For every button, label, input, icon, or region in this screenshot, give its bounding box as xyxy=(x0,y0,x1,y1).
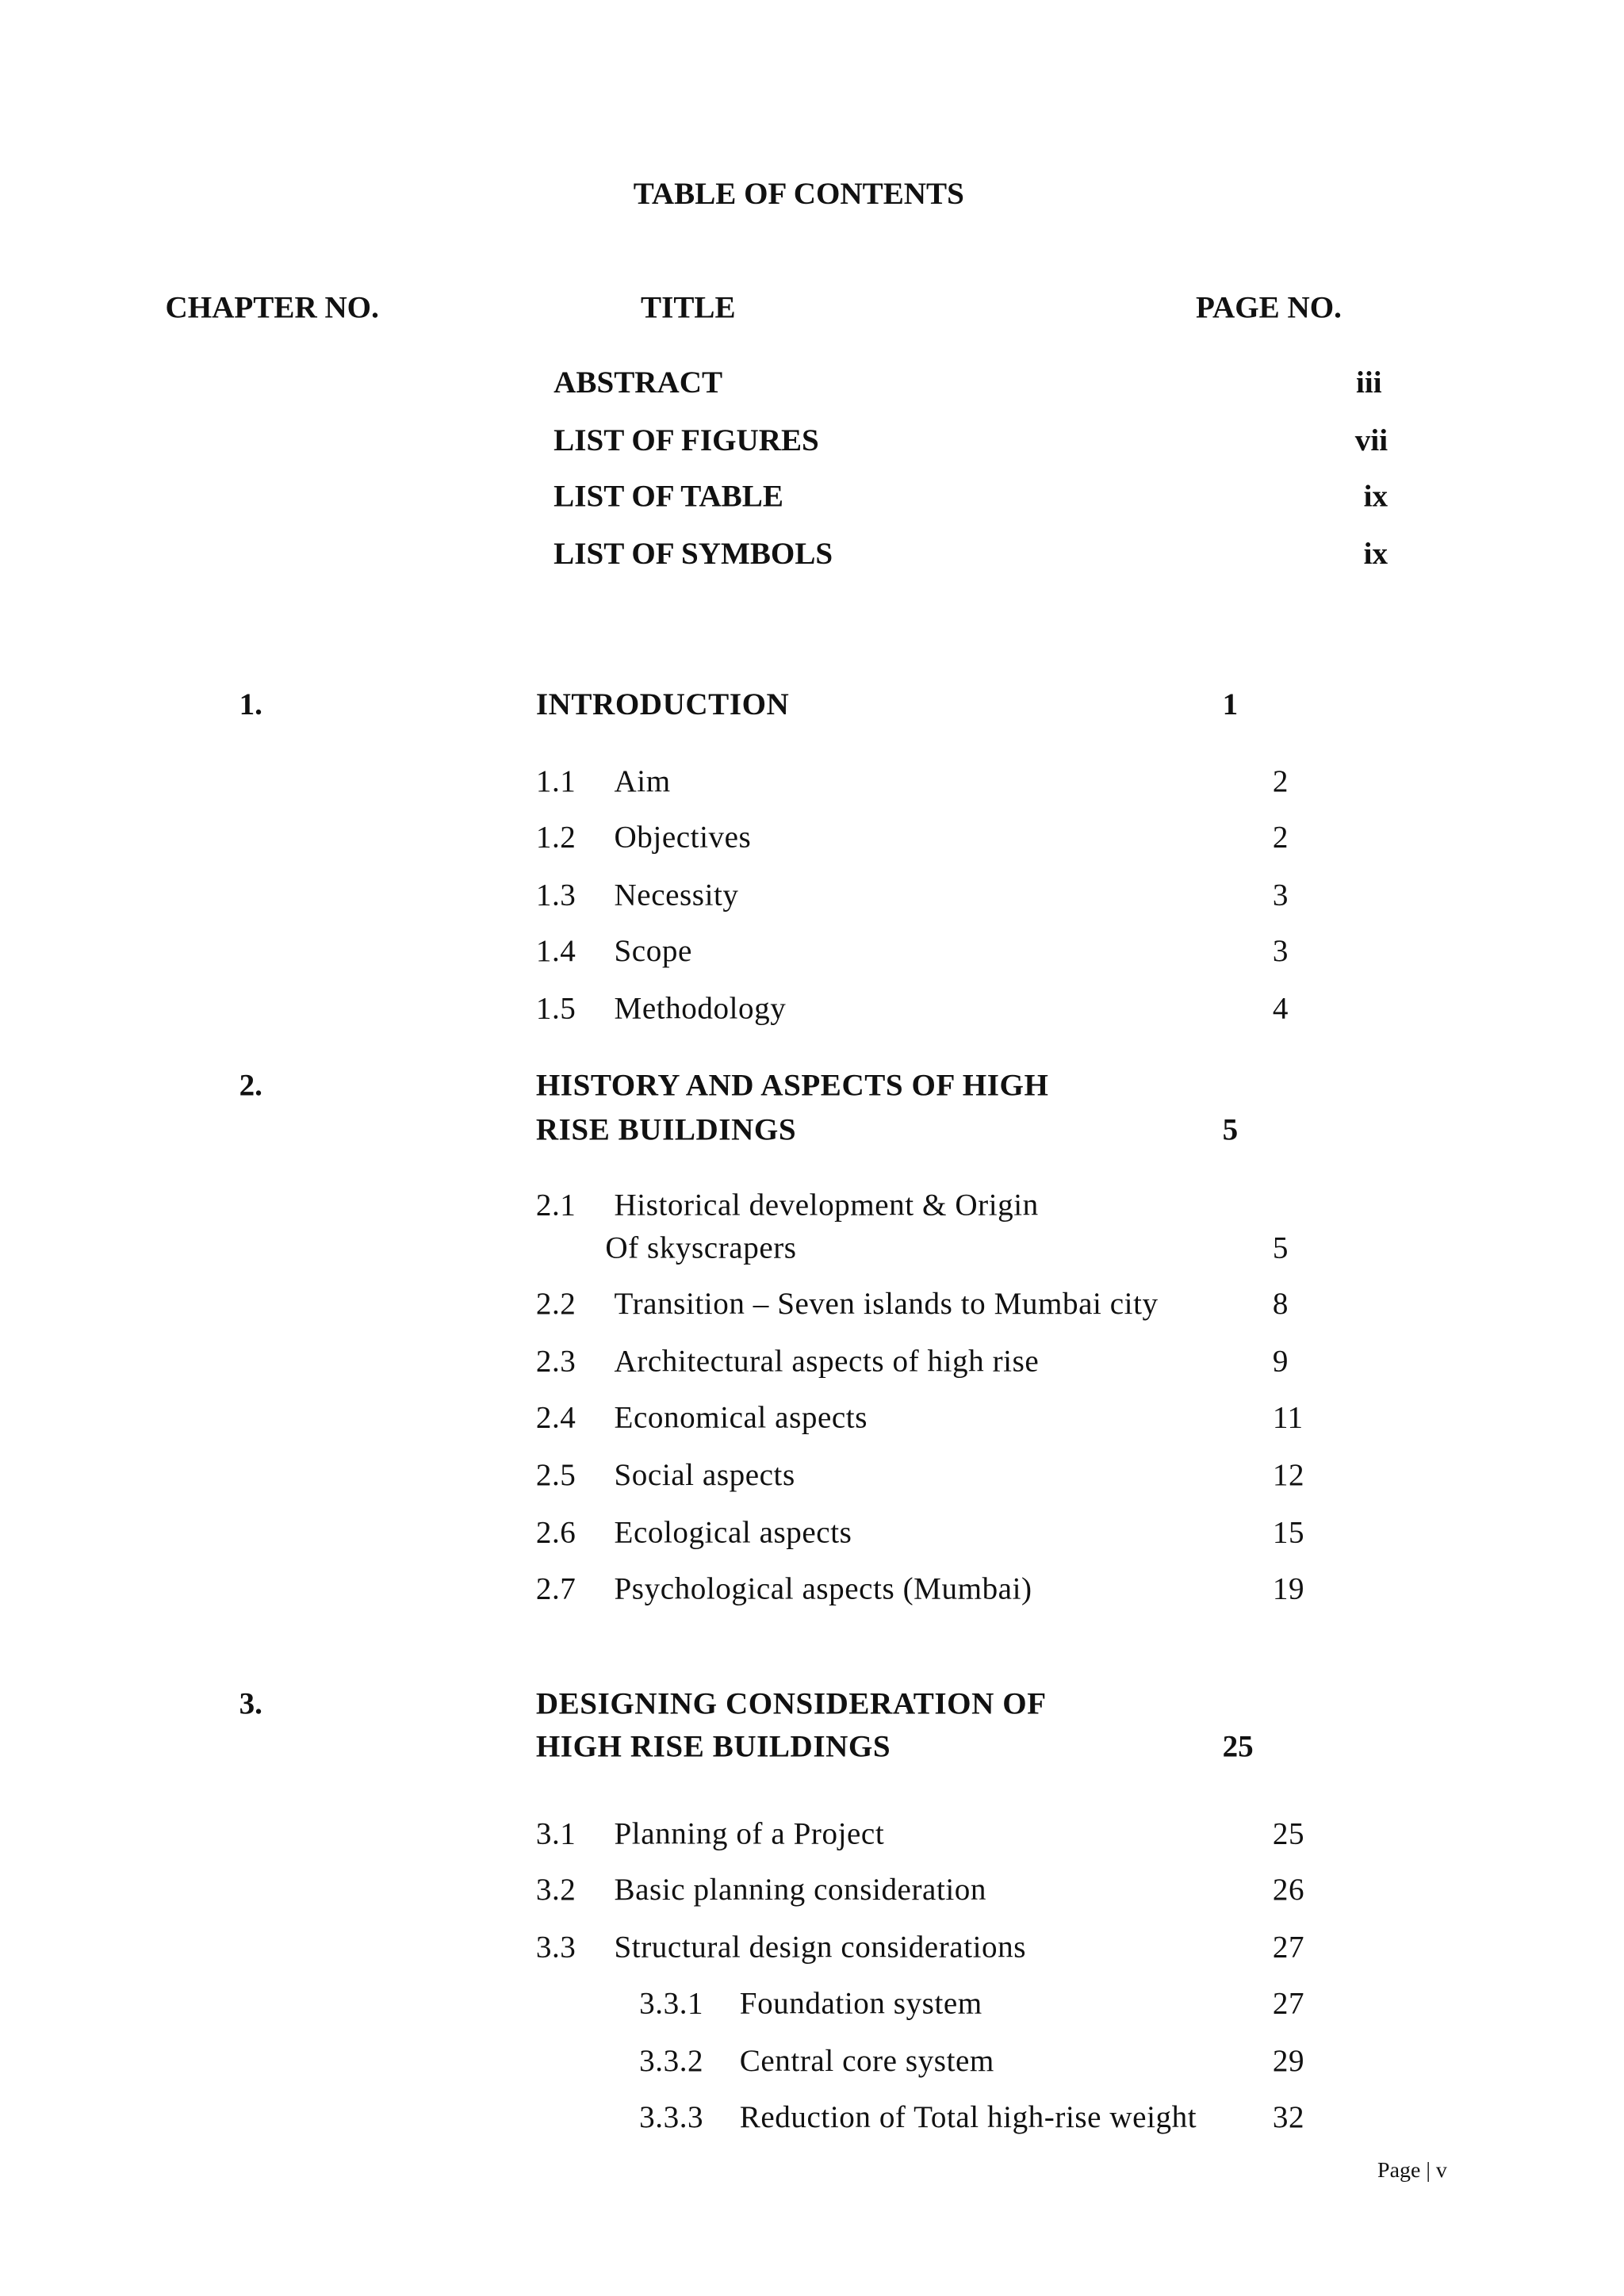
chapter-title: HISTORY AND ASPECTS OF HIGH xyxy=(535,1067,1049,1103)
section-number: 1.3 xyxy=(535,876,576,913)
section-page: 15 xyxy=(1272,1514,1305,1550)
section-number: 1.1 xyxy=(535,763,576,799)
chapter-page: 1 xyxy=(1222,686,1239,722)
section-title: Ecological aspects xyxy=(614,1514,852,1550)
section-title: Economical aspects xyxy=(614,1399,868,1435)
front-matter-label: LIST OF TABLE xyxy=(553,478,783,514)
section-page: 2 xyxy=(1272,763,1289,799)
chapter-page: 25 xyxy=(1222,1728,1254,1764)
front-matter-page: ix xyxy=(1363,478,1388,514)
section-number: 1.2 xyxy=(535,819,576,855)
section-title: Objectives xyxy=(614,819,752,855)
chapter-number: 3. xyxy=(239,1686,262,1721)
section-number: 3.1 xyxy=(535,1816,576,1851)
section-page: 29 xyxy=(1272,2042,1305,2079)
front-matter-label: LIST OF FIGURES xyxy=(553,422,819,458)
section-page: 5 xyxy=(1272,1229,1289,1265)
front-matter-page: iii xyxy=(1356,364,1382,400)
chapter-page: 5 xyxy=(1222,1111,1239,1147)
front-matter-label: LIST OF SYMBOLS xyxy=(553,535,833,572)
section-title: Methodology xyxy=(614,990,787,1026)
toc-title: TABLE OF CONTENTS xyxy=(633,175,964,212)
section-page: 32 xyxy=(1272,2099,1305,2135)
section-title: Basic planning consideration xyxy=(614,1871,987,1908)
section-title: Planning of a Project xyxy=(614,1816,885,1851)
front-matter-page: ix xyxy=(1363,535,1388,572)
section-number: 3.3 xyxy=(535,1929,576,1965)
section-page: 8 xyxy=(1272,1285,1289,1322)
page-footer: Page | v xyxy=(1377,2159,1447,2183)
front-matter-label: ABSTRACT xyxy=(553,364,723,400)
subsection-title: Foundation system xyxy=(739,1985,982,2021)
section-page: 4 xyxy=(1272,990,1289,1026)
chapter-title: HIGH RISE BUILDINGS xyxy=(535,1728,891,1764)
section-number: 2.5 xyxy=(535,1456,576,1493)
section-number: 2.6 xyxy=(535,1514,576,1550)
section-title: Psychological aspects (Mumbai) xyxy=(614,1570,1032,1606)
section-title: Of skyscrapers xyxy=(605,1229,797,1265)
section-title: Architectural aspects of high rise xyxy=(614,1343,1040,1379)
section-number: 2.4 xyxy=(535,1399,576,1435)
section-page: 12 xyxy=(1272,1456,1305,1493)
subsection-number: 3.3.1 xyxy=(639,1985,704,2021)
section-title: Necessity xyxy=(614,876,739,913)
section-page: 3 xyxy=(1272,932,1289,969)
section-number: 2.2 xyxy=(535,1285,576,1322)
section-page: 25 xyxy=(1272,1816,1305,1851)
section-number: 1.5 xyxy=(535,990,576,1026)
section-title: Transition – Seven islands to Mumbai city xyxy=(614,1285,1159,1322)
section-title: Historical development & Origin xyxy=(614,1186,1039,1223)
section-title: Scope xyxy=(614,932,692,969)
section-number: 2.7 xyxy=(535,1570,576,1606)
chapter-number: 1. xyxy=(239,686,262,722)
column-header-title: TITLE xyxy=(641,289,736,325)
chapter-title: RISE BUILDINGS xyxy=(535,1111,797,1147)
section-page: 11 xyxy=(1272,1399,1304,1435)
section-number: 3.2 xyxy=(535,1871,576,1908)
section-page: 26 xyxy=(1272,1871,1305,1908)
section-title: Structural design considerations xyxy=(614,1929,1027,1965)
column-header-chapter: CHAPTER NO. xyxy=(165,289,379,325)
section-title: Aim xyxy=(614,763,671,799)
front-matter-page: vii xyxy=(1354,422,1388,458)
section-number: 1.4 xyxy=(535,932,576,969)
section-number: 2.1 xyxy=(535,1186,576,1223)
section-page: 27 xyxy=(1272,1929,1305,1965)
chapter-number: 2. xyxy=(239,1067,262,1103)
chapter-title: DESIGNING CONSIDERATION OF xyxy=(535,1686,1047,1721)
section-page: 27 xyxy=(1272,1985,1305,2021)
section-page: 19 xyxy=(1272,1570,1305,1606)
subsection-number: 3.3.2 xyxy=(639,2042,704,2079)
chapter-title: INTRODUCTION xyxy=(535,686,790,722)
column-header-page: PAGE NO. xyxy=(1196,289,1342,325)
section-page: 9 xyxy=(1272,1343,1289,1379)
subsection-number: 3.3.3 xyxy=(639,2099,704,2135)
section-number: 2.3 xyxy=(535,1343,576,1379)
section-page: 3 xyxy=(1272,876,1289,913)
section-page: 2 xyxy=(1272,819,1289,855)
section-title: Social aspects xyxy=(614,1456,795,1493)
subsection-title: Reduction of Total high-rise weight xyxy=(739,2099,1197,2135)
subsection-title: Central core system xyxy=(739,2042,994,2079)
